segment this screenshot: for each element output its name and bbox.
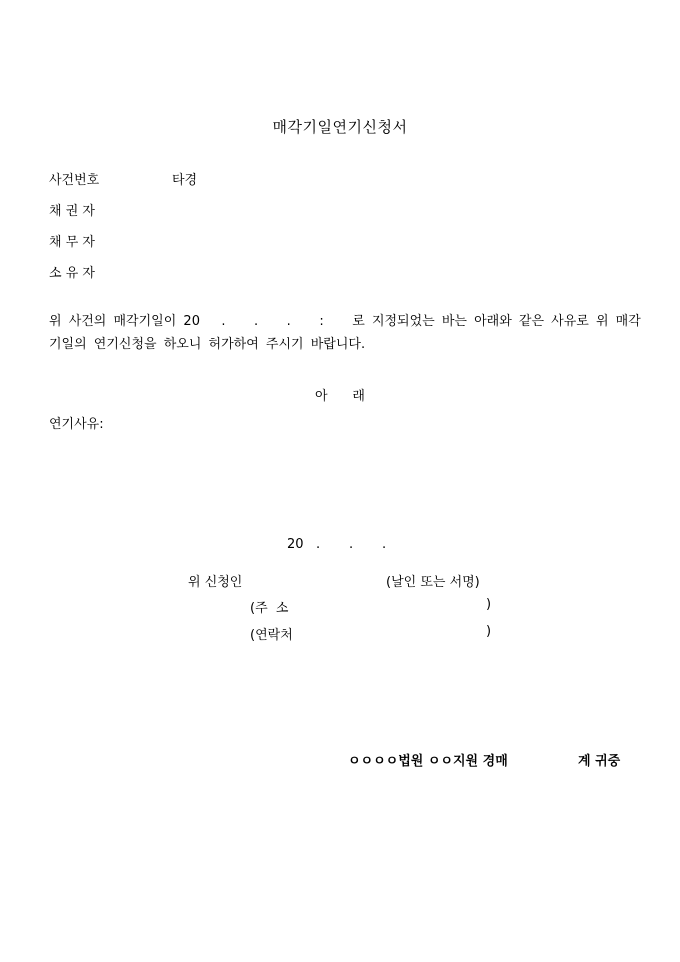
address-label: (주 소 <box>250 601 289 616</box>
request-line-2: 기일의 연기신청을 하오니 허가하여 주시기 바랍니다. <box>49 337 366 352</box>
document-title: 매각기일연기신청서 <box>272 118 408 136</box>
section-heading: 아 래 <box>315 389 365 404</box>
owner-label: 소 유 자 <box>49 266 95 281</box>
request-line-1: 위 사건의 매각기일이 20 . . . : 로 지정되었는 바는 아래와 같은 사유로 위 매각 <box>49 314 641 329</box>
debtor-label: 채 무 자 <box>49 235 95 250</box>
date-line: 20 . . . <box>287 537 387 552</box>
contact-close: ) <box>486 624 492 639</box>
recipient-label: 계 귀중 <box>578 754 621 769</box>
address-close: ) <box>486 597 492 612</box>
reason-label: 연기사유: <box>49 417 104 432</box>
creditor-label: 채 권 자 <box>49 204 95 219</box>
applicant-label: 위 신청인 <box>188 575 243 590</box>
request-paragraph <box>49 310 641 356</box>
case-number-value: 타경 <box>172 173 198 188</box>
contact-label: (연락처 <box>250 628 293 643</box>
case-number-label: 사건번호 <box>49 173 100 188</box>
seal-label: (날인 또는 서명) <box>386 575 480 590</box>
court-name: ㅇㅇㅇㅇ법원 ㅇㅇ지원 경매 <box>348 754 508 769</box>
